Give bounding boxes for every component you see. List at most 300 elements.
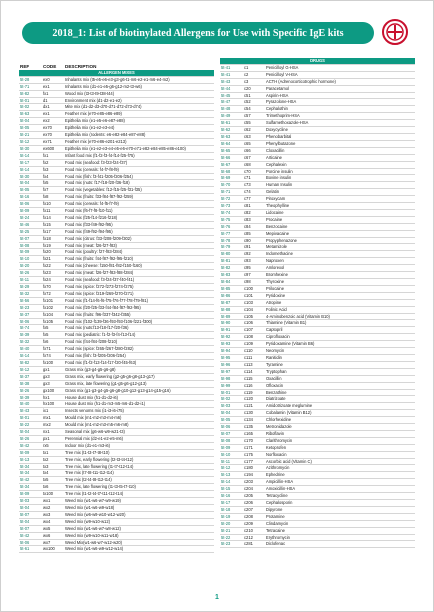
table-row: [220, 203, 415, 210]
code-cell: c105: [243, 313, 265, 320]
description-cell: Clarithromycin: [265, 437, 415, 444]
description-cell: Food mix (fish: f3-f205-f206-f254): [64, 353, 214, 360]
description-cell: Ofloxacin: [265, 382, 415, 389]
ref-cell: 5t-48: [220, 106, 243, 113]
code-cell: wx6: [42, 532, 64, 539]
ref-cell: 5t-95: [220, 354, 243, 361]
table-row: [220, 244, 415, 251]
description-cell: Food mix (cheese: f150-f81-f82-f150-f160): [64, 263, 214, 270]
table-row: [220, 292, 415, 299]
description-cell: Seasonal mix (g6-w6-w9-w21-t3): [64, 429, 214, 436]
description-cell: Weed mix (w1-w6-w9-w12-w14): [64, 546, 214, 553]
description-cell: Food mix (fruits: f96-f337-f342-f355): [64, 311, 214, 318]
table-row: [220, 341, 415, 348]
table-row: [220, 299, 415, 306]
table-row: [220, 272, 415, 279]
ref-cell: 5t-04: [220, 410, 243, 417]
ref-cell: 5t-86: [220, 292, 243, 299]
code-cell: fx24: [42, 277, 64, 284]
code-cell: c208: [243, 513, 265, 520]
table-row: [220, 265, 415, 272]
description-cell: Tetracaine: [265, 527, 415, 534]
table-row: [19, 498, 214, 505]
ref-cell: 5t-41: [220, 64, 243, 71]
description-cell: Food mix (spice: f219-f269-f270-f271): [64, 290, 214, 297]
code-cell: c203: [243, 479, 265, 486]
code-cell: ex1: [42, 111, 64, 118]
description-cell: Piroxycam: [265, 196, 415, 203]
description-cell: Penicilloyl G-HSA: [265, 64, 415, 71]
ref-cell: 5t-14: [220, 479, 243, 486]
code-cell: fx1: [42, 152, 64, 159]
ref-cell: 5t-04: [19, 518, 42, 525]
code-cell: c177: [243, 458, 265, 465]
code-cell: c114: [243, 368, 265, 375]
code-cell: fx5: [42, 180, 64, 187]
column-header: REF: [20, 64, 30, 69]
description-cell: Bromhexine: [265, 272, 415, 279]
code-cell: c65: [243, 140, 265, 147]
code-cell: c98: [243, 279, 265, 286]
code-cell: hx1: [42, 394, 64, 401]
ref-cell: 5t-44: [220, 85, 243, 92]
description-cell: Cephalexin: [265, 161, 415, 168]
table-row: [220, 513, 415, 520]
ref-cell: 5t-82: [19, 359, 42, 366]
description-cell: Mite mix (d1-d2-d3-d70-d71-d72-d73-d74): [64, 104, 214, 111]
ref-cell: 5t-63: [220, 133, 243, 140]
ref-cell: 5t-75: [220, 216, 243, 223]
description-cell: Insects venoms mix (i1-i3-i6-i75): [64, 408, 214, 415]
ref-cell: 5t-17: [19, 159, 42, 166]
description-cell: Food mix (fish: f3-f41-f205-f206-f254): [64, 173, 214, 180]
code-cell: fx102: [42, 304, 64, 311]
table-row: [19, 325, 214, 332]
ref-cell: 5t-82: [19, 90, 42, 97]
code-cell: c205: [243, 493, 265, 500]
description-cell: Food mix (f6-f7-f8-f10-f11): [64, 208, 214, 215]
description-cell: Food mix (f1-f14-f6-f6-f75-f76-f77-f78-f79-f81): [64, 297, 214, 304]
table-row: [19, 449, 214, 456]
description-cell: Grass mix (g1-g3-g4-g5-g6-g8-g10-g12-g13-g14-g15-g16): [64, 387, 214, 394]
code-cell: fx18: [42, 235, 64, 242]
table-row: [19, 484, 214, 491]
ref-cell: 5t-56: [19, 297, 42, 304]
ref-cell: 5t-14: [19, 166, 42, 173]
column-header: DESCRIPTION: [65, 64, 97, 69]
description-cell: Food mix (seafood: f3-f23-f24-f37): [64, 159, 214, 166]
code-cell: d1: [42, 97, 64, 104]
table-row: [220, 354, 415, 361]
table-row: [19, 359, 214, 366]
code-cell: gx1: [42, 366, 64, 373]
code-cell: c104: [243, 306, 265, 313]
table-row: [19, 221, 214, 228]
code-cell: px1: [42, 435, 64, 442]
description-cell: Ciprofloxacin: [265, 334, 415, 341]
table-row: [19, 332, 214, 339]
description-cell: Neomycin: [265, 348, 415, 355]
code-cell: c175: [243, 451, 265, 458]
table-row: [220, 500, 415, 507]
code-cell: wx1: [42, 498, 64, 505]
table-row: [19, 304, 214, 311]
description-cell: Tree mix (t1-t3-t7-t8-t10): [64, 449, 214, 456]
ref-cell: 5t-74: [19, 325, 42, 332]
code-cell: fx71: [42, 346, 64, 353]
ref-cell: 5t-09: [19, 208, 42, 215]
table-row: [220, 175, 415, 182]
description-cell: Propyphenazone: [265, 237, 415, 244]
table-row: [220, 417, 415, 424]
code-cell: fx14: [42, 214, 64, 221]
description-cell: Phenobarbital: [265, 133, 415, 140]
code-cell: tx2: [42, 456, 64, 463]
description-cell: Food mix (citrus: f33-f208-f209-f302): [64, 235, 214, 242]
table-row: [220, 92, 415, 99]
ref-cell: 5t-23: [220, 541, 243, 548]
description-cell: Trimethoprim-HSA: [265, 113, 415, 120]
ref-cell: 5t-02: [19, 104, 42, 111]
code-cell: ex71: [42, 138, 64, 145]
code-cell: fx21: [42, 256, 64, 263]
ref-cell: 5t-81: [220, 258, 243, 265]
code-cell: c109: [243, 341, 265, 348]
ref-cell: 5t-92: [220, 334, 243, 341]
table-row: [19, 166, 214, 173]
table-row: [19, 194, 214, 201]
table-row: [220, 534, 415, 541]
code-cell: c82: [243, 209, 265, 216]
code-cell: ex70: [42, 125, 64, 132]
table-row: [19, 111, 214, 118]
table-row: [19, 518, 214, 525]
code-cell: dx1: [42, 104, 64, 111]
code-cell: c110: [243, 348, 265, 355]
table-row: [220, 437, 415, 444]
code-cell: gx100: [42, 387, 64, 394]
ref-cell: 5t-03: [19, 498, 42, 505]
code-cell: wx7: [42, 539, 64, 546]
ref-cell: 5t-02: [220, 396, 243, 403]
description-cell: Tree mix (t7-t8-t11-t12-t14): [64, 470, 214, 477]
code-cell: c115: [243, 375, 265, 382]
description-cell: Cephalothin: [265, 106, 415, 113]
page-title: 2018_1: List of biotinylated Allergens for Use with Specific IgE kits: [52, 27, 344, 39]
table-row: [220, 258, 415, 265]
description-cell: House dust mix (h1-d1-d2-i6): [64, 394, 214, 401]
table-row: [19, 277, 214, 284]
table-row: [19, 470, 214, 477]
code-cell: fx3: [42, 166, 64, 173]
table-row: [19, 387, 214, 394]
description-cell: Ampicillin-HSA: [265, 479, 415, 486]
code-cell: fx104: [42, 311, 64, 318]
code-cell: c68: [243, 161, 265, 168]
code-cell: mx2: [42, 422, 64, 429]
code-cell: c57: [243, 113, 265, 120]
table-row: [220, 424, 415, 431]
code-cell: c20: [243, 85, 265, 92]
description-cell: Food mix (nuts:f13-f18-f17-f20-f36): [64, 325, 214, 332]
ref-cell: 5t-90: [220, 320, 243, 327]
code-cell: c97: [243, 272, 265, 279]
code-cell: c116: [243, 382, 265, 389]
code-cell: c113: [243, 361, 265, 368]
ref-cell: 5t-97: [220, 368, 243, 375]
ref-cell: 5t-96: [220, 361, 243, 368]
description-cell: Weed mix (w6-w9-w10-w12-w20): [64, 511, 214, 518]
code-cell: c90: [243, 237, 265, 244]
code-cell: ex2: [42, 118, 64, 125]
code-cell: fx15: [42, 221, 64, 228]
table-row: [220, 458, 415, 465]
ref-cell: 5t-17: [220, 500, 243, 507]
table-row: [19, 318, 214, 325]
ref-cell: 5t-12: [220, 465, 243, 472]
description-cell: Norfloxacin: [265, 451, 415, 458]
code-cell: c100: [243, 285, 265, 292]
ref-cell: 5t-28: [19, 76, 42, 83]
table-row: [19, 366, 214, 373]
code-cell: c204: [243, 486, 265, 493]
table-row: [19, 256, 214, 263]
ref-cell: 5t-10: [19, 256, 42, 263]
ref-cell: 5t-32: [19, 339, 42, 346]
table-row: [220, 223, 415, 230]
description-cell: Tetracycline: [265, 493, 415, 500]
description-cell: Porcine insulin: [265, 168, 415, 175]
description-cell: Amlorexol: [265, 265, 415, 272]
table-row: [19, 435, 214, 442]
ref-cell: 5t-39: [19, 394, 42, 401]
ref-cell: 5t-78: [220, 237, 243, 244]
table-row: [220, 230, 415, 237]
ref-cell: 5t-40: [19, 346, 42, 353]
ref-cell: 5t-13: [220, 472, 243, 479]
table-row: [220, 99, 415, 106]
ref-cell: 5t-37: [19, 311, 42, 318]
description-cell: Weed mix (w9-w10-w11-w18): [64, 532, 214, 539]
code-cell: c281: [243, 541, 265, 548]
description-cell: Food mix (f102-f139-f36-f93-f93-f106-f221-f300): [64, 318, 214, 325]
description-cell: Epithelia mix (e1-e5-e6-e87-e88): [64, 118, 214, 125]
ref-cell: 5t-66: [220, 154, 243, 161]
code-cell: wx100: [42, 546, 64, 553]
ref-cell: 5t-42: [19, 532, 42, 539]
ref-cell: 5t-07: [19, 235, 42, 242]
ref-cell: 5t-62: [220, 127, 243, 134]
ref-cell: 5t-26: [19, 435, 42, 442]
table-row: [220, 189, 415, 196]
code-cell: tx100: [42, 491, 64, 498]
description-cell: Food mix (f33-f49-f92-f95): [64, 221, 214, 228]
table-row: [220, 140, 415, 147]
description-cell: Feather mix (e70-e85-e86-e89): [64, 111, 214, 118]
table-row: [19, 380, 214, 387]
table-row: [19, 284, 214, 291]
ref-cell: 5t-09: [19, 491, 42, 498]
table-row: [19, 422, 214, 429]
description-cell: Ascorbic acid (Vitamin C): [265, 458, 415, 465]
code-cell: fx17: [42, 228, 64, 235]
ref-cell: 5t-42: [19, 477, 42, 484]
code-cell: c1: [243, 64, 265, 71]
description-cell: Naproxen: [265, 258, 415, 265]
code-cell: fx6: [42, 339, 64, 346]
description-cell: Diatrizoate: [265, 396, 415, 403]
ref-cell: 5t-01: [19, 97, 42, 104]
ref-cell: 5t-04: [19, 180, 42, 187]
ref-cell: 5t-32: [19, 290, 42, 297]
table-row: [220, 209, 415, 216]
ref-cell: 5t-08: [220, 437, 243, 444]
ref-cell: 5t-30: [19, 145, 42, 152]
code-cell: c101: [243, 292, 265, 299]
ref-cell: 5t-63: [19, 111, 42, 118]
ref-cell: 5t-11: [19, 277, 42, 284]
code-cell: fx72: [42, 290, 64, 297]
ref-cell: 5t-12: [19, 138, 42, 145]
ref-cell: 5t-43: [220, 78, 243, 85]
table-row: [19, 242, 214, 249]
code-cell: c108: [243, 334, 265, 341]
code-cell: hx100: [42, 401, 64, 408]
ref-cell: 5t-47: [220, 99, 243, 106]
code-cell: wx4: [42, 518, 64, 525]
ref-cell: 5t-49: [220, 113, 243, 120]
description-cell: Bovine insulin: [265, 175, 415, 182]
table-row: [19, 132, 214, 139]
ref-cell: 5t-20: [220, 520, 243, 527]
code-cell: c67: [243, 154, 265, 161]
description-cell: Chlorhexidine: [265, 417, 415, 424]
code-cell: ex600: [42, 145, 64, 152]
table-row: [19, 118, 214, 125]
ref-cell: 5t-37: [19, 373, 42, 380]
table-row: [220, 85, 415, 92]
ref-cell: 5t-70: [220, 182, 243, 189]
description-cell: Inhalants mix (d1-e1-e5-g6-g12-m2-t3-w6): [64, 83, 214, 90]
ref-cell: 5t-71: [19, 83, 42, 90]
code-cell: c212: [243, 534, 265, 541]
table-row: [220, 382, 415, 389]
description-cell: ACTH (Adrenocorticotrophic hormone): [265, 78, 415, 85]
description-cell: Food mix (vegetables: f12-f15-f25-f31-f35): [64, 187, 214, 194]
description-cell: Tree mix, early flowering (t2-t3-t4-t12): [64, 456, 214, 463]
table-row: [220, 368, 415, 375]
code-cell: fx10: [42, 201, 64, 208]
description-cell: Grass mix (g3-g4-g5-g6-g8): [64, 366, 214, 373]
code-cell: c92: [243, 251, 265, 258]
description-cell: Food mix (meat: f26-f27-f83-f88-f284): [64, 270, 214, 277]
code-cell: c55: [243, 120, 265, 127]
description-cell: Sulfamethoxazole-HSA: [265, 120, 415, 127]
table-row: [220, 237, 415, 244]
ref-cell: 5t-09: [19, 249, 42, 256]
description-cell: Epithelia mix (e1-e2-e3-e4): [64, 125, 214, 132]
ref-cell: 5t-82: [220, 265, 243, 272]
description-cell: House dust mix (h1-d1-m3-m5-m6-d1-d2-i1): [64, 401, 214, 408]
ref-cell: 5t-03: [220, 403, 243, 410]
code-cell: c171: [243, 444, 265, 451]
code-cell: fx19: [42, 242, 64, 249]
table-row: [19, 532, 214, 539]
code-cell: tx5: [42, 477, 64, 484]
table-row: [19, 263, 214, 270]
table-row: [19, 97, 214, 104]
ref-cell: 5t-61: [19, 546, 42, 553]
code-cell: fx4: [42, 173, 64, 180]
description-cell: Pyridoxamine (Vitamin B6): [265, 341, 415, 348]
ref-cell: 5t-87: [220, 299, 243, 306]
ref-cell: 5t-13: [19, 456, 42, 463]
description-cell: Weed mix (w1-w6-w7-w8-w12): [64, 525, 214, 532]
table-row: [19, 270, 214, 277]
description-cell: Cephalosporin: [265, 500, 415, 507]
description-cell: Mepivacaine: [265, 230, 415, 237]
ref-cell: 5t-91: [220, 327, 243, 334]
table-row: [220, 389, 415, 396]
table-row: [220, 430, 415, 437]
table-row: [220, 168, 415, 175]
table-row: [19, 180, 214, 187]
description-cell: Food mix (fruits: f33-f84-f87-f92-f259): [64, 194, 214, 201]
code-cell: c210: [243, 527, 265, 534]
description-cell: Pyridoxine: [265, 292, 415, 299]
company-logo: [381, 18, 409, 46]
table-row: [220, 133, 415, 140]
page-number: 1: [215, 594, 219, 601]
code-cell: c85: [243, 230, 265, 237]
table-row: [19, 208, 214, 215]
code-cell: gx3: [42, 373, 64, 380]
table-row: [19, 442, 214, 449]
code-cell: fx8: [42, 194, 64, 201]
ref-cell: 5t-73: [220, 203, 243, 210]
table-row: [19, 546, 214, 553]
ref-cell: 5t-14: [19, 353, 42, 360]
description-cell: Lidocaine: [265, 209, 415, 216]
code-cell: c206: [243, 500, 265, 507]
description-cell: Thyroxine: [265, 279, 415, 286]
ref-cell: 5t-84: [220, 279, 243, 286]
ref-cell: 5t-16: [220, 493, 243, 500]
ref-cell: 5t-09: [19, 449, 42, 456]
code-cell: c180: [243, 465, 265, 472]
description-cell: Tyramine: [265, 361, 415, 368]
ref-cell: 5t-67: [220, 161, 243, 168]
ref-cell: 5t-34: [19, 484, 42, 491]
code-cell: wx2: [42, 505, 64, 512]
code-cell: c165: [243, 430, 265, 437]
table-row: [19, 353, 214, 360]
description-cell: Ephedrine: [265, 472, 415, 479]
ref-cell: 5t-76: [220, 223, 243, 230]
ref-cell: 5t-04: [19, 505, 42, 512]
table-row: [19, 201, 214, 208]
description-cell: Weed mix (w9-w10-w12): [64, 518, 214, 525]
ref-cell: 5t-15: [220, 486, 243, 493]
table-row: [220, 313, 415, 320]
ref-cell: 5t-65: [220, 147, 243, 154]
ref-cell: 5t-21: [220, 527, 243, 534]
code-cell: tx4: [42, 470, 64, 477]
ref-cell: 5t-08: [19, 242, 42, 249]
ref-cell: 5t-38: [19, 380, 42, 387]
ref-cell: 5t-64: [220, 140, 243, 147]
code-cell: fx5: [42, 332, 64, 339]
